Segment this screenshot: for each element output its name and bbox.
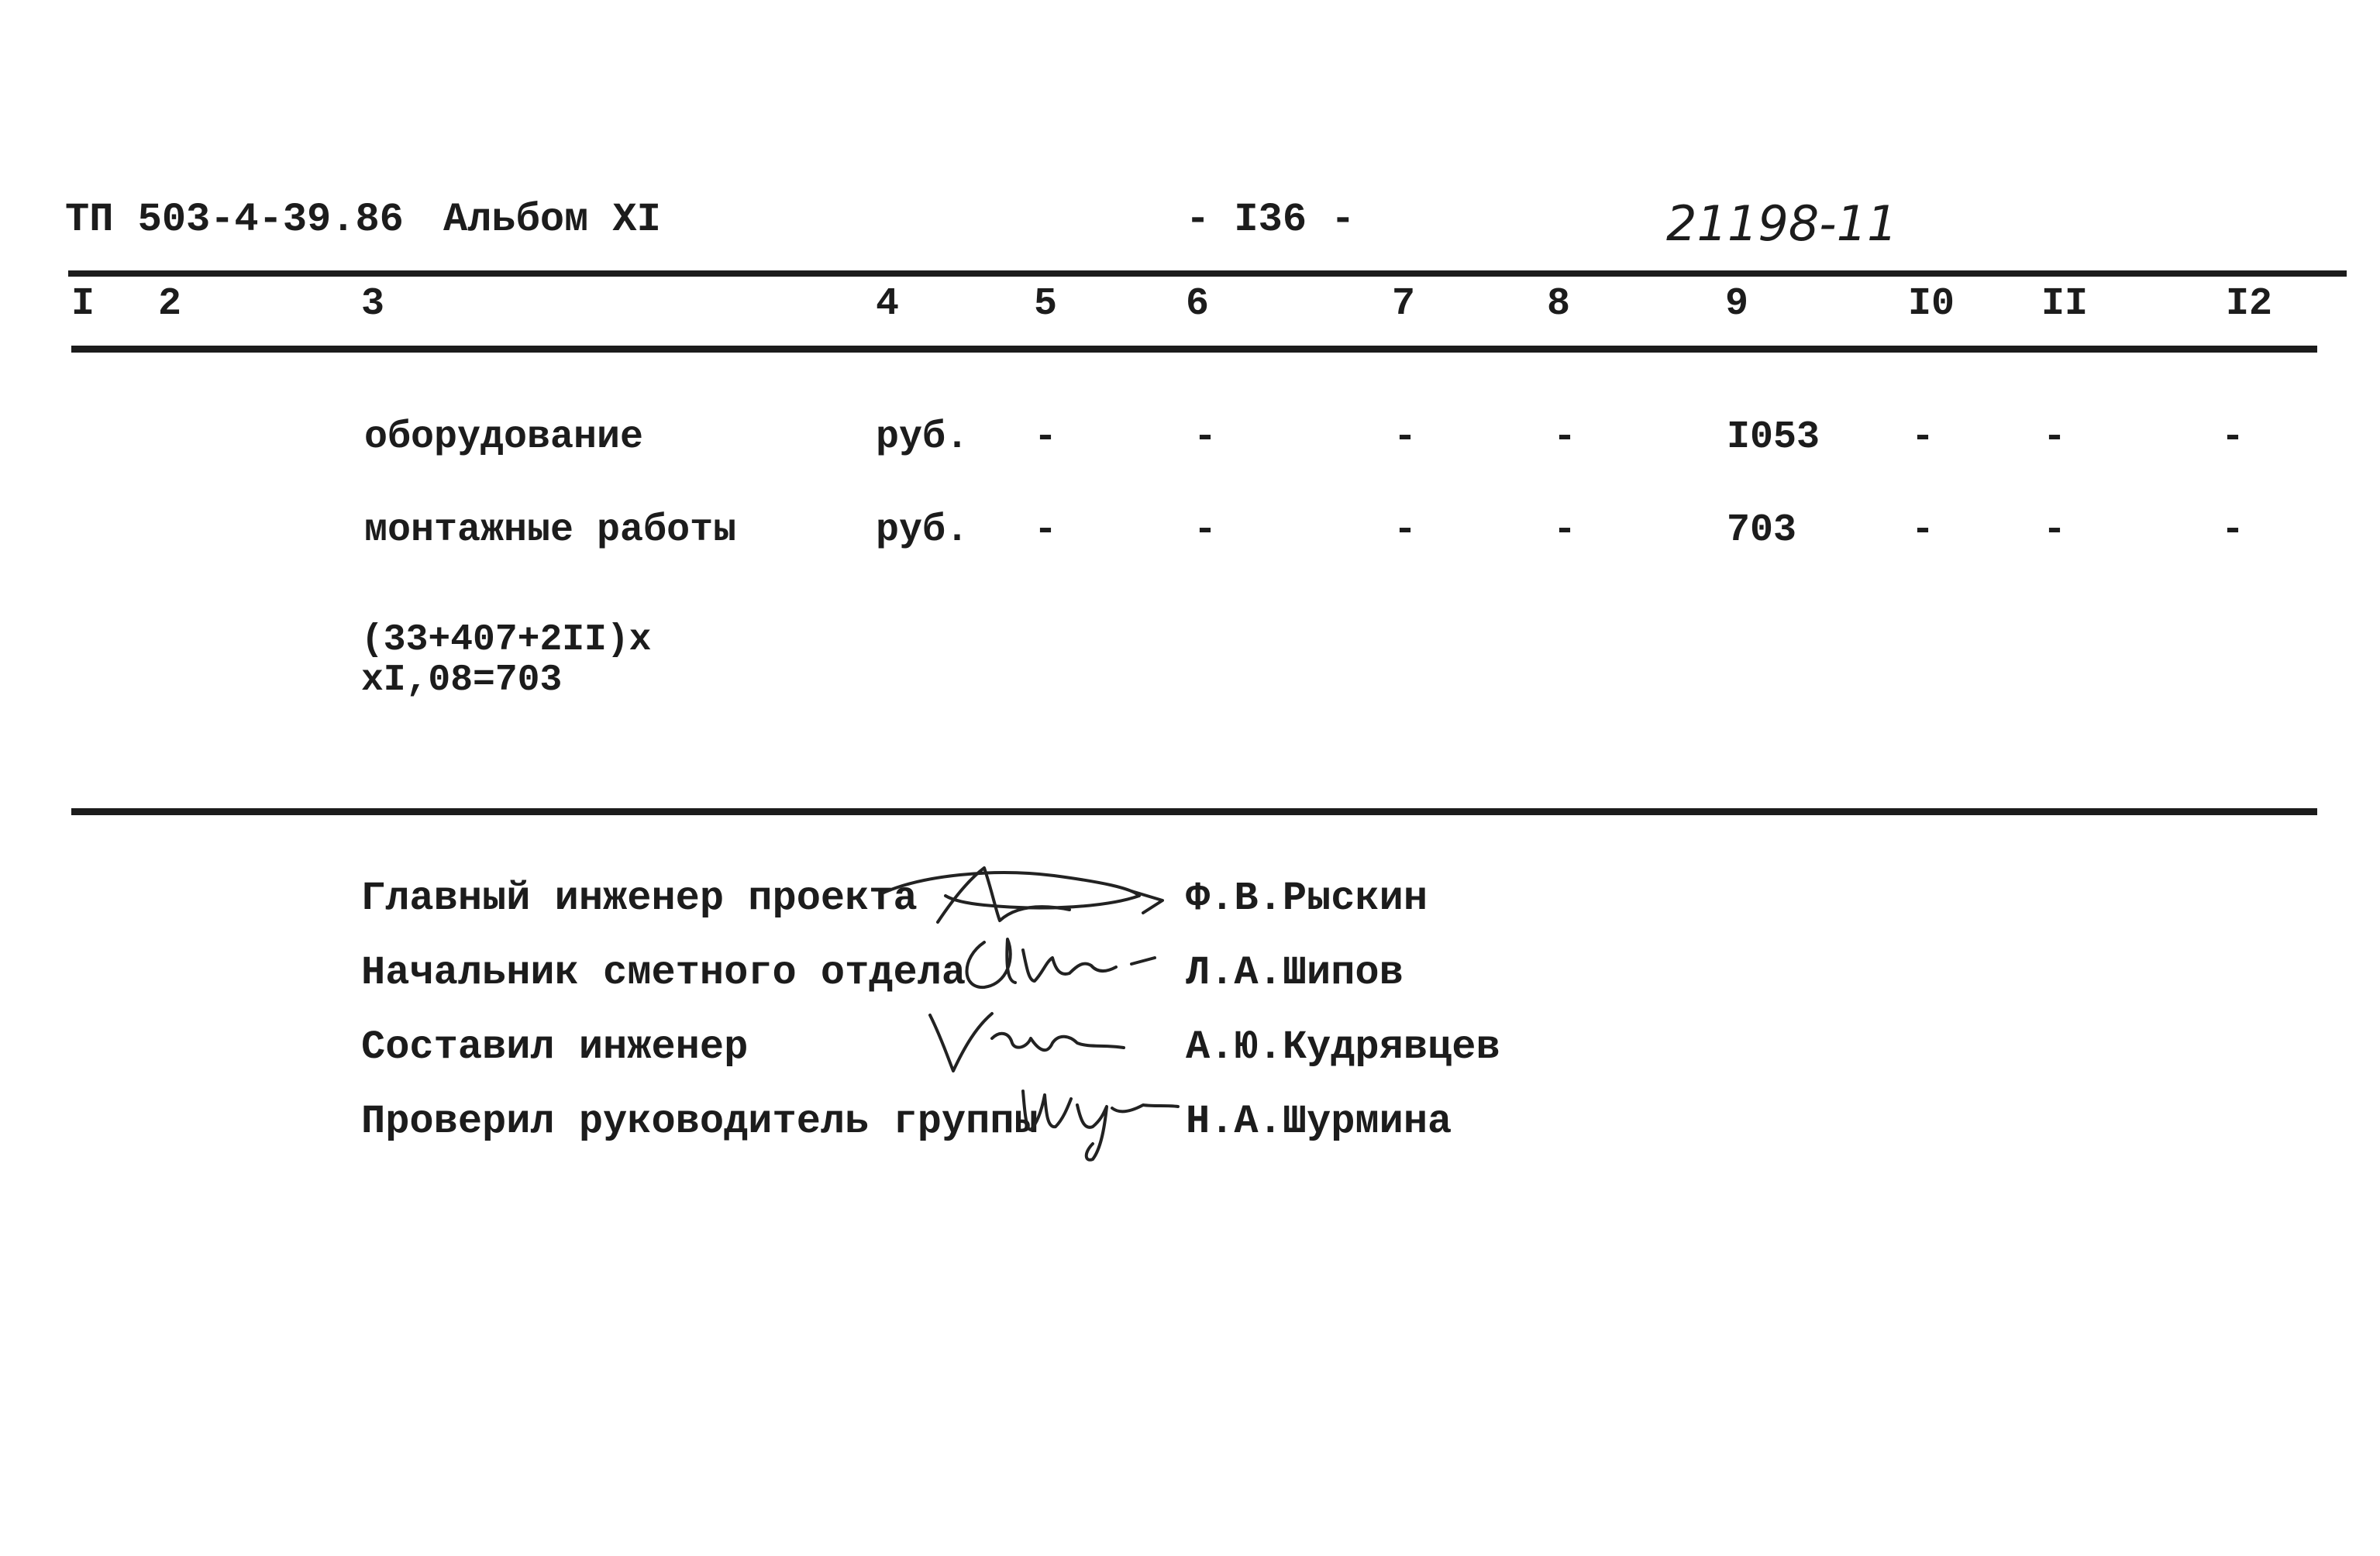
column-number: 2 [158,282,182,326]
formula-line: xI,08=703 [361,659,563,701]
row-unit: руб. [876,415,970,460]
signature-mark [953,927,1186,1004]
column-number: 9 [1725,282,1749,326]
cell-dash: - [2221,415,2245,460]
column-number: I0 [1908,282,1955,326]
header-rule [71,346,2317,353]
column-number: II [2041,282,2089,326]
signature-name: Ф.В.Рыскин [1186,876,1428,921]
formula-line: (33+407+2II)x [361,619,652,661]
signature-role: Главный инженер проекта [361,876,918,921]
signature-mark [1007,1076,1193,1169]
column-number: I2 [2226,282,2273,326]
cell-dash: - [2221,508,2245,553]
document-code: ТП 503-4-39.86 [65,197,404,243]
cell-dash: - [1193,508,1218,553]
row-name: монтажные работы [364,508,737,553]
handwritten-number: 21198-11 [1666,195,1898,252]
signature-name: Л.А.Шипов [1186,950,1404,996]
cell-value: 703 [1727,508,1797,553]
signature-mark [922,1000,1155,1085]
table-bottom-rule [71,808,2317,815]
cell-dash: - [1911,508,1935,553]
row-unit: руб. [876,508,970,553]
column-number: 8 [1547,282,1571,326]
calculation-formula [361,620,651,701]
signature-role: Начальник сметного отдела [361,950,966,996]
column-number: 7 [1392,282,1416,326]
signature-name: А.Ю.Кудрявцев [1186,1024,1500,1070]
album-number: Альбом XI [443,197,661,243]
row-name: оборудование [364,415,644,460]
cell-dash: - [2043,508,2067,553]
cell-dash: - [1193,415,1218,460]
page-number: - I36 - [1186,197,1355,243]
cell-value: I053 [1727,415,1820,460]
cell-dash: - [1393,415,1417,460]
column-number: I [71,282,95,326]
cell-dash: - [1553,508,1577,553]
cell-dash: - [1034,508,1058,553]
cell-dash: - [1034,415,1058,460]
signature-role: Проверил руководитель группы [361,1099,1038,1145]
column-number: 6 [1186,282,1210,326]
cell-dash: - [1553,415,1577,460]
cell-dash: - [1911,415,1935,460]
signature-name: Н.А.Шурмина [1186,1099,1452,1145]
cell-dash: - [2043,415,2067,460]
column-number: 3 [361,282,385,326]
signature-role: Составил инженер [361,1024,749,1070]
column-number: 5 [1034,282,1058,326]
column-number: 4 [876,282,900,326]
cell-dash: - [1393,508,1417,553]
top-rule [68,270,2347,277]
